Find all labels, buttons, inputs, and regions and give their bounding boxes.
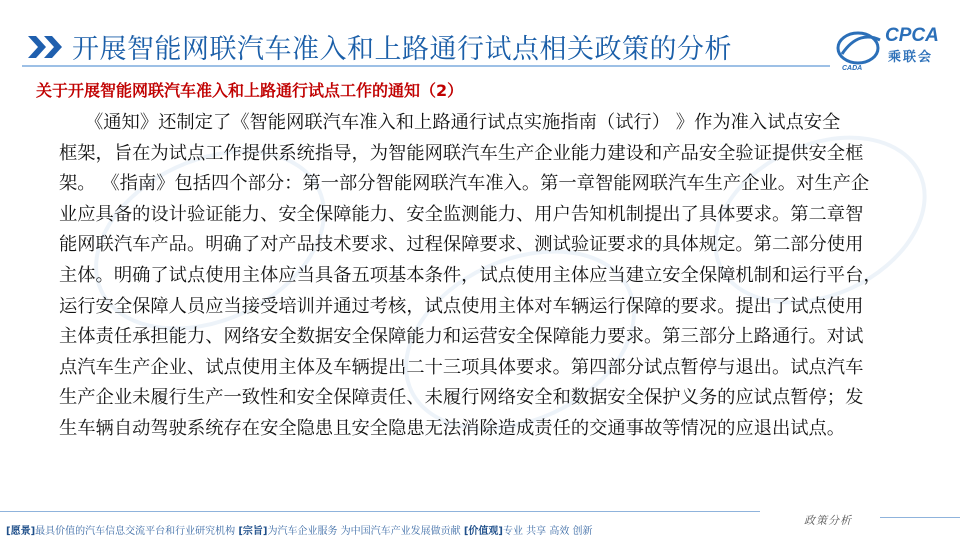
footer-purpose-text: 为汽车企业服务 为中国汽车产业发展做贡献 [267, 526, 461, 537]
paragraph-line: 框架，旨在为试点工作提供系统指导，为智能网联汽车生产企业能力建设和产品安全验证提供安全框 [59, 142, 864, 164]
footer-values-text: 专业 共享 高效 创新 [502, 526, 593, 537]
footer-mission-statement [6, 522, 593, 537]
paragraph-line: 运行安全保障人员应当接受培训并通过考核，试点使用主体对车辆运行保障的要求。提出了试点使用 [59, 295, 864, 317]
paragraph-line: 《通知》还制定了《智能网联汽车准入和上路通行试点实施指南（试行） 》作为准入试点安全 [85, 112, 841, 133]
footer-section-label: 政策分析 [804, 514, 852, 527]
page-title: 开展智能网联汽车准入和上路通行试点相关政策的分析 [72, 34, 732, 65]
footer-tag-vision: [愿景] [6, 526, 36, 537]
body-paragraph [59, 108, 917, 445]
slide-header [0, 0, 960, 72]
footer-divider-left [0, 511, 760, 512]
footer-divider-right [880, 517, 960, 518]
cpca-logo-subtext: 乘联会 [888, 50, 934, 65]
paragraph-line: 业应具备的设计验证能力、安全保障能力、安全监测能力、用户告知机制提出了具体要求。第二章智 [59, 203, 864, 225]
cada-mark-text: CADA [842, 65, 863, 72]
paragraph-line: 主体。明确了试点使用主体应当具备五项基本条件，试点使用主体应当建立安全保障机制和运行平台， [59, 264, 882, 286]
footer-vision-text: 最具价值的汽车信息交流平台和行业研究机构 [35, 526, 236, 537]
paragraph-line: 能网联汽车产品。明确了对产品技术要求、过程保障要求、测试验证要求的具体规定。第二部分使用 [59, 234, 864, 256]
footer-tag-values: [价值观] [463, 526, 503, 537]
paragraph-line: 生车辆自动驾驶系统存在安全隐患且安全隐患无法消除造成责任的交通事故等情况的应退出试点。 [59, 417, 846, 439]
paragraph-line: 点汽车生产企业、试点使用主体及车辆提出二十三项具体要求。第四部分试点暂停与退出。试点汽车 [59, 356, 864, 378]
paragraph-line: 架。 《指南》包括四个部分：第一部分智能网联汽车准入。第一章智能网联汽车生产企业。对生产企 [59, 173, 870, 195]
paragraph-line: 主体责任承担能力、网络安全数据安全保障能力和运营安全保障能力要求。第三部分上路通行。对试 [59, 326, 864, 348]
title-divider [22, 65, 830, 67]
footer-tag-purpose: [宗旨] [238, 526, 268, 537]
cpca-logo-text: CPCA [885, 25, 939, 46]
double-chevron-icon [26, 34, 68, 60]
section-subheading: 关于开展智能网联汽车准入和上路通行试点工作的通知（2） [36, 81, 464, 100]
paragraph-line: 生产企业未履行生产一致性和安全保障责任、未履行网络安全和数据安全保护义务的应试点暂停；发 [59, 387, 864, 409]
